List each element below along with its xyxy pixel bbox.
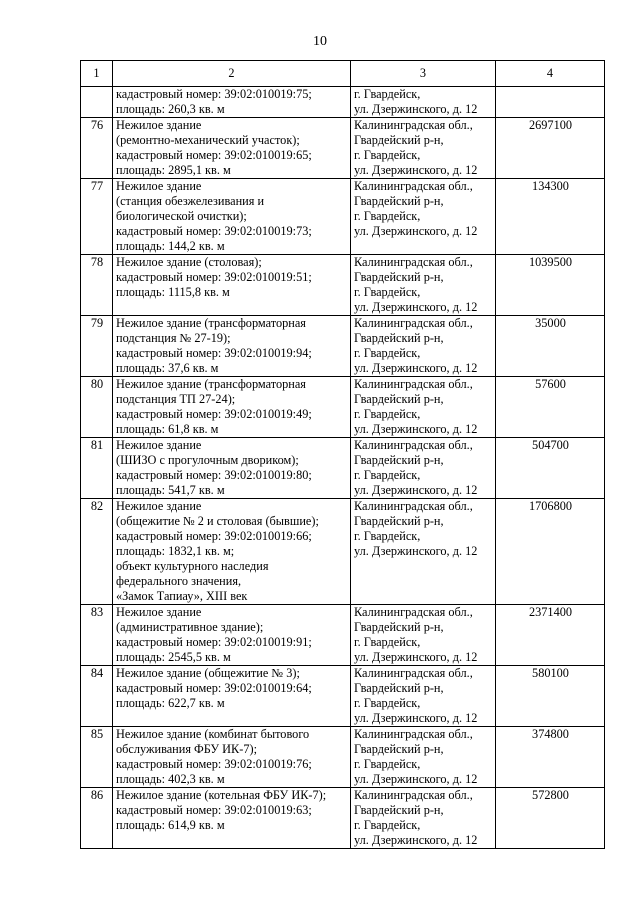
value-cell: 572800 bbox=[496, 788, 605, 849]
description-cell: Нежилое здание (трансформаторная подстанция № 27-19); кадастровый номер: 39:02:010019:94; площадь: 37,6 кв. м bbox=[113, 316, 351, 377]
row-number-cell: 79 bbox=[81, 316, 113, 377]
row-number-cell: 85 bbox=[81, 727, 113, 788]
row-number-cell: 76 bbox=[81, 118, 113, 179]
row-number-cell: 84 bbox=[81, 666, 113, 727]
column-header-description: 2 bbox=[113, 61, 351, 87]
value-cell: 1706800 bbox=[496, 499, 605, 605]
description-cell: кадастровый номер: 39:02:010019:75; площадь: 260,3 кв. м bbox=[113, 87, 351, 118]
table-row bbox=[81, 727, 605, 788]
value-cell: 504700 bbox=[496, 438, 605, 499]
address-cell: Калининградская обл., Гвардейский р-н, г. Гвардейск, ул. Дзержинского, д. 12 bbox=[351, 438, 496, 499]
table-row bbox=[81, 87, 605, 118]
description-cell: Нежилое здание (ремонтно-механический участок); кадастровый номер: 39:02:010019:65; площадь: 2895,1 кв. м bbox=[113, 118, 351, 179]
table-row bbox=[81, 605, 605, 666]
table-row bbox=[81, 788, 605, 849]
value-cell: 580100 bbox=[496, 666, 605, 727]
table-row bbox=[81, 438, 605, 499]
row-number-cell: 77 bbox=[81, 179, 113, 255]
address-cell: Калининградская обл., Гвардейский р-н, г. Гвардейск, ул. Дзержинского, д. 12 bbox=[351, 316, 496, 377]
column-header-value: 4 bbox=[496, 61, 605, 87]
address-cell: г. Гвардейск, ул. Дзержинского, д. 12 bbox=[351, 87, 496, 118]
property-table bbox=[80, 60, 605, 849]
table-row bbox=[81, 377, 605, 438]
address-cell: Калининградская обл., Гвардейский р-н, г. Гвардейск, ул. Дзержинского, д. 12 bbox=[351, 377, 496, 438]
address-cell: Калининградская обл., Гвардейский р-н, г. Гвардейск, ул. Дзержинского, д. 12 bbox=[351, 179, 496, 255]
row-number-cell bbox=[81, 87, 113, 118]
value-cell: 374800 bbox=[496, 727, 605, 788]
description-cell: Нежилое здание (административное здание); кадастровый номер: 39:02:010019:91; площадь: 2545,5 кв. м bbox=[113, 605, 351, 666]
page-number: 10 bbox=[313, 34, 327, 49]
column-header-number: 1 bbox=[81, 61, 113, 87]
header-row bbox=[81, 61, 605, 87]
row-number-cell: 80 bbox=[81, 377, 113, 438]
value-cell bbox=[496, 87, 605, 118]
table-row bbox=[81, 316, 605, 377]
description-cell: Нежилое здание (общежитие № 3); кадастровый номер: 39:02:010019:64; площадь: 622,7 кв. м bbox=[113, 666, 351, 727]
address-cell: Калининградская обл., Гвардейский р-н, г. Гвардейск, ул. Дзержинского, д. 12 bbox=[351, 666, 496, 727]
address-cell: Калининградская обл., Гвардейский р-н, г. Гвардейск, ул. Дзержинского, д. 12 bbox=[351, 118, 496, 179]
table-row bbox=[81, 666, 605, 727]
value-cell: 2371400 bbox=[496, 605, 605, 666]
address-cell: Калининградская обл., Гвардейский р-н, г. Гвардейск, ул. Дзержинского, д. 12 bbox=[351, 605, 496, 666]
table-row bbox=[81, 179, 605, 255]
address-cell: Калининградская обл., Гвардейский р-н, г. Гвардейск, ул. Дзержинского, д. 12 bbox=[351, 788, 496, 849]
value-cell: 57600 bbox=[496, 377, 605, 438]
row-number-cell: 81 bbox=[81, 438, 113, 499]
description-cell: Нежилое здание (станция обезжелезивания и биологической очистки); кадастровый номер: 39:02:010019:73; площадь: 144,2 кв. м bbox=[113, 179, 351, 255]
description-cell: Нежилое здание (общежитие № 2 и столовая (бывшие); кадастровый номер: 39:02:010019:66; площадь: 1832,1 кв. м; объект культурного наследия федерального значения, «Замок Тапиау», XIII век bbox=[113, 499, 351, 605]
description-cell: Нежилое здание (ШИЗО с прогулочным двориком); кадастровый номер: 39:02:010019:80; площадь: 541,7 кв. м bbox=[113, 438, 351, 499]
address-cell: Калининградская обл., Гвардейский р-н, г. Гвардейск, ул. Дзержинского, д. 12 bbox=[351, 255, 496, 316]
column-header-address: 3 bbox=[351, 61, 496, 87]
table-row bbox=[81, 499, 605, 605]
value-cell: 35000 bbox=[496, 316, 605, 377]
description-cell: Нежилое здание (столовая); кадастровый номер: 39:02:010019:51; площадь: 1115,8 кв. м bbox=[113, 255, 351, 316]
table-body bbox=[81, 87, 605, 849]
row-number-cell: 78 bbox=[81, 255, 113, 316]
value-cell: 134300 bbox=[496, 179, 605, 255]
row-number-cell: 82 bbox=[81, 499, 113, 605]
table-row bbox=[81, 118, 605, 179]
address-cell: Калининградская обл., Гвардейский р-н, г. Гвардейск, ул. Дзержинского, д. 12 bbox=[351, 727, 496, 788]
table-row bbox=[81, 255, 605, 316]
description-cell: Нежилое здание (котельная ФБУ ИК-7); кадастровый номер: 39:02:010019:63; площадь: 614,9 кв. м bbox=[113, 788, 351, 849]
row-number-cell: 86 bbox=[81, 788, 113, 849]
table-header bbox=[81, 61, 605, 87]
description-cell: Нежилое здание (трансформаторная подстанция ТП 27-24); кадастровый номер: 39:02:010019:49; площадь: 61,8 кв. м bbox=[113, 377, 351, 438]
value-cell: 1039500 bbox=[496, 255, 605, 316]
value-cell: 2697100 bbox=[496, 118, 605, 179]
description-cell: Нежилое здание (комбинат бытового обслуживания ФБУ ИК-7); кадастровый номер: 39:02:010019:76; площадь: 402,3 кв. м bbox=[113, 727, 351, 788]
address-cell: Калининградская обл., Гвардейский р-н, г. Гвардейск, ул. Дзержинского, д. 12 bbox=[351, 499, 496, 605]
row-number-cell: 83 bbox=[81, 605, 113, 666]
